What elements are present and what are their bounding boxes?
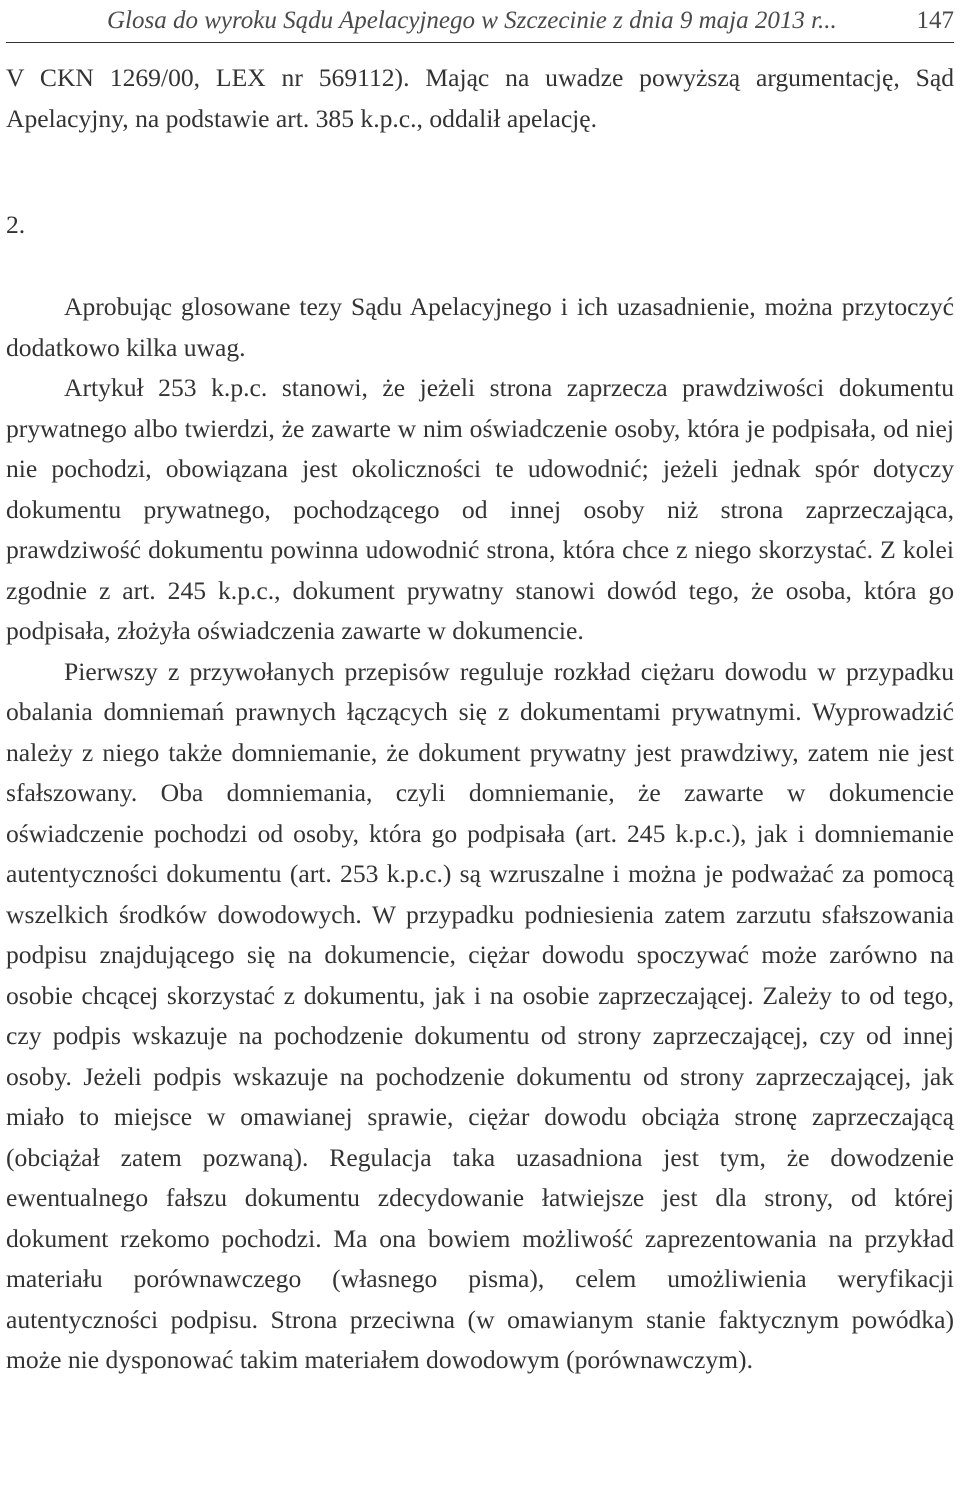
body-paragraph: Aprobując glosowane tezy Sądu Apelacyjnego i ich uzasadnienie, można przytoczyć dodatkowo kilka uwag. [6,292,954,362]
body-paragraph: Pierwszy z przywołanych przepisów reguluje rozkład ciężaru dowodu w przypadku obalania domniemań prawnych łączących się z dokumentami prywatnymi. Wyprowadzić należy z niego także domniemanie, że dokument prywatny jest prawdziwy, zatem nie jest sfałszowany. Oba domniemania, czyli domniemanie, że zawarte w dokumencie oświadczenie pochodzi od osoby, która go podpisała (art. 245 k.p.c.), jak i domniemanie autentyczności dokumentu (art. 253 k.p.c.) są wzruszalne i można je podważać za pomocą wszelkich środków dowodowych. W przypadku podniesienia zatem zarzutu sfałszowania podpisu znajdującego się na dokumencie, ciężar dowodu spoczywać może zarówno na osobie chcącej skorzystać z dokumentu, jak i na osobie zaprzeczającej. Zależy to od tego, czy podpis wskazuje na pochodzenie dokumentu od strony zaprzeczającej, czy od innej osoby. Jeżeli podpis wskazuje na pochodzenie dokumentu od strony zaprzeczającej, jak miało to miejsce w omawianej sprawie, ciężar dowodu obciąża stronę zaprzeczającą (obciążał zatem pozwaną). Regulacja taka uzasadniona jest tym, że dowodzenie ewentualnego fałszu dokumentu zdecydowanie łatwiejsze jest dla strony, od której dokument rzekomo pochodzi. Ma ona bowiem możliwość zaprezentowania na przykład materiału porównawczego (własnego pisma), celem umożliwienia weryfikacji autentyczności podpisu. Strona przeciwna (w omawianym stanie faktycznym powódka) może nie dysponować takim materiałem dowodowym (porównawczym). [6,656,954,1374]
body-paragraph: Artykuł 253 k.p.c. stanowi, że jeżeli strona zaprzecza prawdziwości dokumentu prywatnego albo twierdzi, że zawarte w nim oświadczenie osoby, która je podpisała, od niej nie pochodzi, obowiązana jest okoliczności te udowodnić; jeżeli jednak spór dotyczy dokumentu prywatnego, pochodzącego od innej osoby niż strona zaprzeczająca, prawdziwość dokumentu powinna udowodnić strona, która chce z niego skorzystać. Z kolei zgodnie z art. 245 k.p.c., dokument prywatny stanowi dowód tego, że osoba, która go podpisała, złożyła oświadczenia zawarte w dokumencie. [6,373,954,645]
running-title: Glosa do wyroku Sądu Apelacyjnego w Szczecinie z dnia 9 maja 2013 r... [107,7,837,34]
page-number: 147 [916,7,954,34]
continuation-paragraph: V CKN 1269/00, LEX nr 569112). Mając na uwadze powyższą argumentację, Sąd Apelacyjny, na podstawie art. 385 k.p.c., oddalił apelację. [6,63,954,133]
continuation-block [6,58,954,139]
section-number: 2. [6,210,26,239]
header-rule [6,42,954,43]
section-body [6,287,954,1381]
running-header [6,6,954,42]
